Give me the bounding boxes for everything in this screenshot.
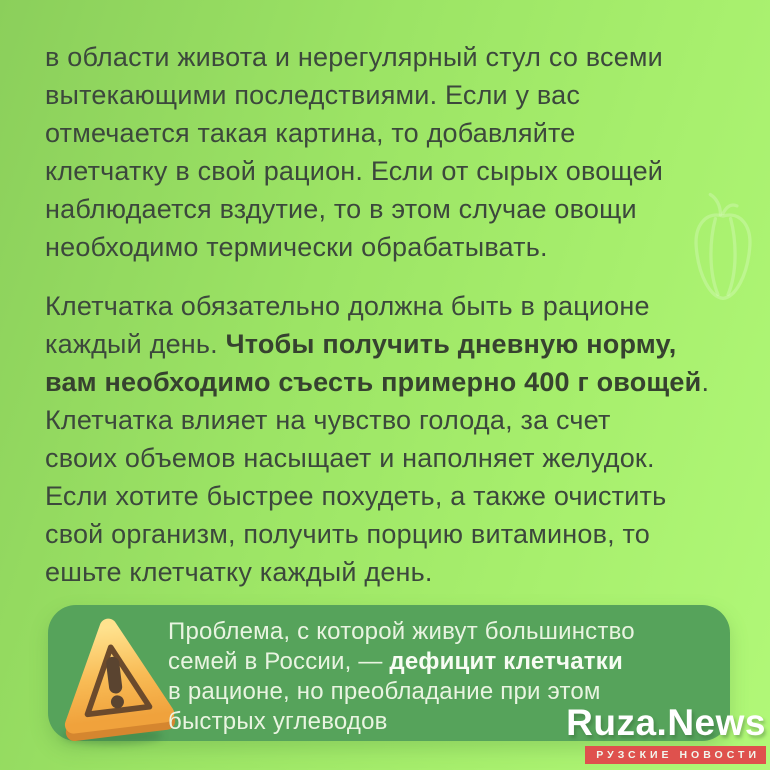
paragraph2-line [45, 325, 745, 363]
text-segment: семей в России, — [168, 648, 390, 675]
callout-line: Проблема, с которой живут большинство [168, 618, 635, 645]
paragraph2-line: ешьте клетчатку каждый день. [45, 557, 433, 587]
text-segment: . [701, 367, 710, 397]
paragraph1-line: отмечается такая картина, то добавляйте [45, 118, 576, 148]
article-text [45, 38, 745, 591]
paragraph2-line [45, 363, 745, 401]
paragraph-gap [45, 266, 745, 287]
paragraph2-line: Клетчатка влияет на чувство голода, за счет [45, 405, 611, 435]
bold-segment: вам необходимо съесть примерно 400 г овощей [45, 367, 702, 397]
callout-text [168, 617, 635, 737]
paragraph1-line: необходимо термически обрабатывать. [45, 232, 548, 262]
brand-logo [566, 704, 766, 764]
paragraph2-line: Если хотите быстрее похудеть, а также очистить [45, 481, 667, 511]
paragraph1-line: клетчатку в свой рацион. Если от сырых овощей [45, 156, 664, 186]
bold-segment: дефицит клетчатки [389, 648, 623, 675]
paragraph1-line: в области живота и нерегулярный стул со всеми [45, 42, 663, 72]
paragraph2-line: свой организм, получить порцию витаминов, то [45, 519, 651, 549]
paragraph1-line: вытекающими последствиями. Если у вас [45, 80, 581, 110]
paragraph2-line: Клетчатка обязательно должна быть в рационе [45, 291, 650, 321]
paragraph1-line: наблюдается вздутие, то в этом случае овощи [45, 194, 637, 224]
bold-segment: Чтобы получить дневную норму, [225, 329, 677, 359]
text-segment: каждый день. [45, 329, 226, 359]
callout-line: в рационе, но преобладание при этом [168, 678, 601, 705]
logo-subtitle: РУЗСКИЕ НОВОСТИ [585, 746, 766, 764]
logo-title: Ruza.News [566, 702, 766, 744]
callout-line: быстрых углеводов [168, 708, 388, 735]
callout-line [168, 647, 635, 677]
paragraph2-line: своих объемов насыщает и наполняет желудок. [45, 443, 655, 473]
